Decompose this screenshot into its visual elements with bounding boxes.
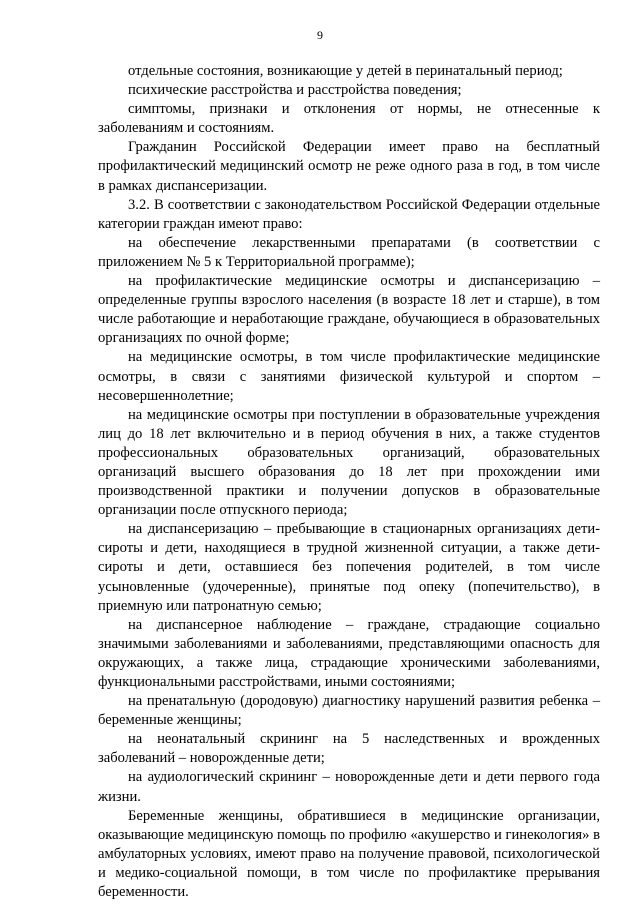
paragraph: на обеспечение лекарственными препаратами (в соответствии с приложением № 5 к Территориальной программе); bbox=[98, 234, 600, 270]
paragraph: Беременные женщины, обратившиеся в медицинские организации, оказывающие медицинскую помощь по профилю «акушерство и гинекология» в амбулаторных условиях, имеют право на получение правовой, психологической и медико-социальной помощи, в том числе по профилактике прерывания беременности. bbox=[98, 807, 600, 901]
paragraph: на диспансерное наблюдение – граждане, страдающие социально значимыми заболеваниями и заболеваниями, представляющими опасность для окружающих, а также лица, страдающие хроническими заболеваниями, функциональными расстройствами, иными состояниями; bbox=[98, 616, 600, 690]
paragraph: на медицинские осмотры при поступлении в образовательные учреждения лиц до 18 лет включительно и в период обучения в них, а также студентов профессиональных образовательных организаций, образовательных организаций высшего образования до 18 лет при прохождении ими производственной практики и получении допусков в образовательные организации после отпускного периода; bbox=[98, 406, 600, 519]
paragraph: Гражданин Российской Федерации имеет право на бесплатный профилактический медицинский осмотр не реже одного раза в год, в том числе в рамках диспансеризации. bbox=[98, 139, 600, 194]
paragraph: психические расстройства и расстройства поведения; bbox=[128, 82, 462, 99]
paragraph: симптомы, признаки и отклонения от нормы, не отнесенные к заболеваниям и состояниям. bbox=[98, 101, 600, 137]
paragraph: на неонатальный скрининг на 5 наследственных и врожденных заболеваний – новорожденные дети; bbox=[98, 731, 600, 767]
paragraph: на пренатальную (дородовую) диагностику нарушений развития ребенка – беременные женщины; bbox=[98, 693, 600, 729]
paragraph: на аудиологический скрининг – новорожденные дети и дети первого года жизни. bbox=[98, 769, 600, 805]
document-body bbox=[98, 62, 600, 902]
paragraph: на диспансеризацию – пребывающие в стационарных организациях дети-сироты и дети, находящиеся в трудной жизненной ситуации, а также дети-сироты и дети, оставшиеся без попечения родителей, в том числе усыновленные (удочеренные), принятые под опеку (попечительство), в приемную или патронатную семью; bbox=[98, 521, 600, 614]
paragraph: на медицинские осмотры, в том числе профилактические медицинские осмотры, в связи с занятиями физической культурой и спортом – несовершеннолетние; bbox=[98, 349, 600, 404]
paragraph: на профилактические медицинские осмотры и диспансеризацию – определенные группы взрослого населения (в возрасте 18 лет и старше), в том числе работающие и неработающие граждане, обучающиеся в образовательных организациях по очной форме; bbox=[98, 273, 600, 347]
page-number: 9 bbox=[317, 28, 323, 42]
paragraph: 3.2. В соответствии с законодательством Российской Федерации отдельные категории граждан имеют право: bbox=[98, 196, 600, 232]
paragraph: отдельные состояния, возникающие у детей в перинатальный период; bbox=[128, 63, 563, 79]
